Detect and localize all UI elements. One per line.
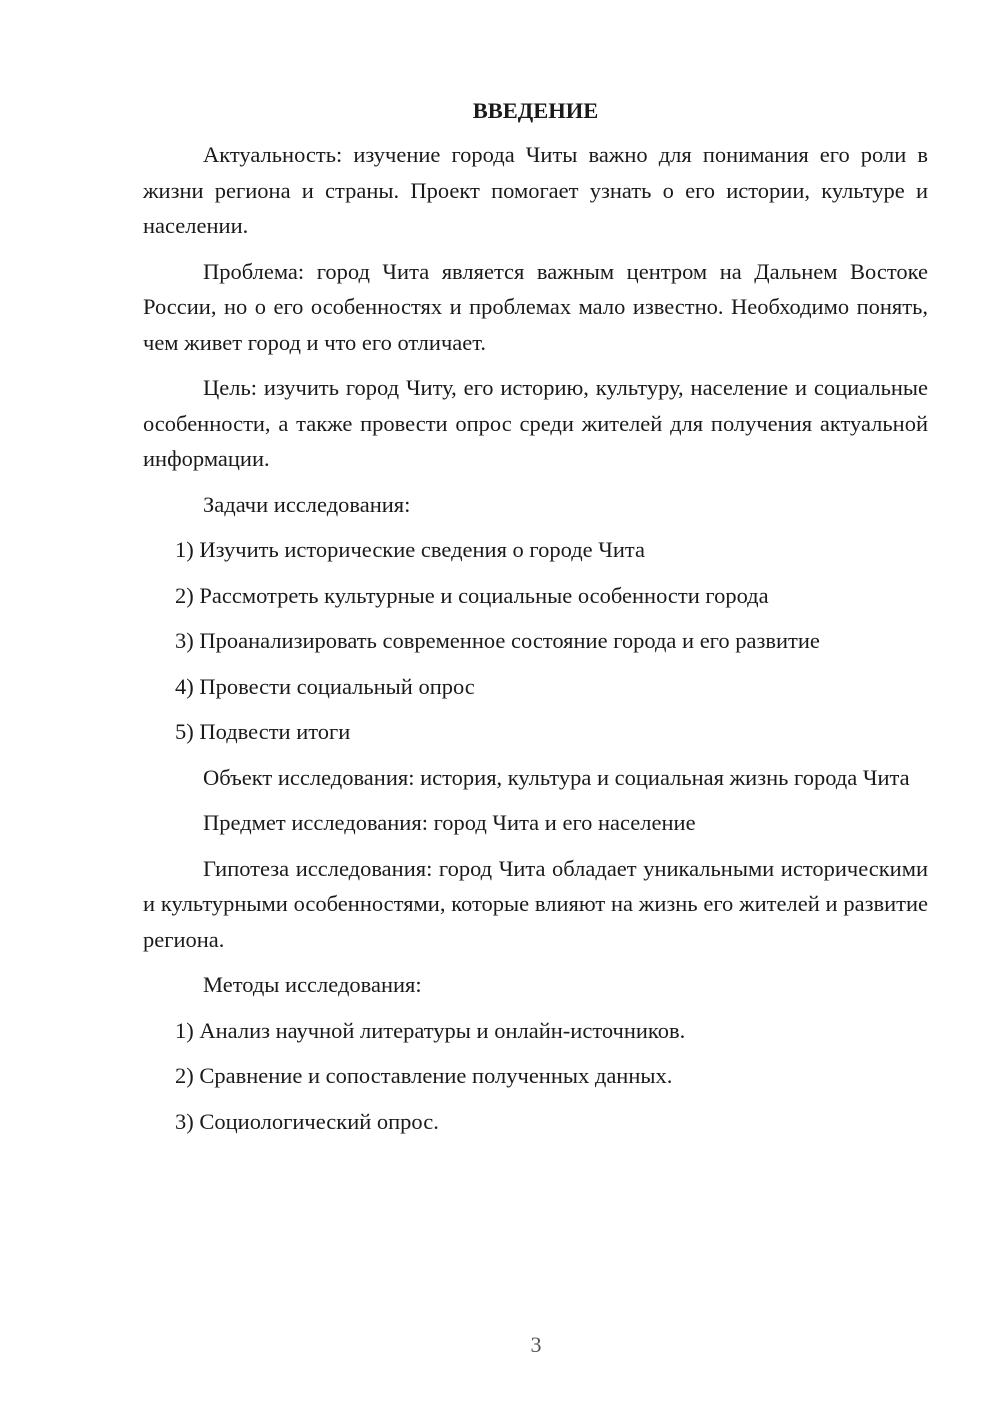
list-item: 1) Анализ научной литературы и онлайн-источников.: [175, 1017, 686, 1043]
relevance-paragraph: Актуальность: изучение города Читы важно для понимания его роли в жизни региона и страны. Проект помогает узнать о его истории, культуре и населении.: [143, 142, 928, 238]
list-item: 4) Провести социальный опрос: [175, 673, 475, 699]
section-title: ВВЕДЕНИЕ: [472, 98, 599, 123]
list-item: 5) Подвести итоги: [175, 719, 351, 744]
list-item: 1) Изучить исторические сведения о городе Чита: [175, 537, 646, 562]
list-item: 2) Рассмотреть культурные и социальные особенности города: [175, 582, 769, 608]
tasks-heading: Задачи исследования:: [203, 491, 411, 517]
list-item: 3) Социологический опрос.: [175, 1108, 439, 1134]
page-number: 3: [530, 1332, 542, 1357]
tasks-list: [143, 532, 928, 750]
list-item: 2) Сравнение и сопоставление полученных данных.: [175, 1063, 673, 1088]
hypothesis-paragraph: Гипотеза исследования: город Чита обладает уникальными историческими и культурными особенностями, которые влияют на жизнь его жителей и развитие региона.: [143, 855, 928, 952]
goal-paragraph: Цель: изучить город Читу, его историю, культуру, население и социальные особенности, а также провести опрос среди жителей для получения актуальной информации.: [143, 375, 928, 471]
methods-heading: Методы исследования:: [203, 972, 422, 997]
document-body: [143, 95, 928, 1149]
problem-paragraph: Проблема: город Чита является важным центром на Дальнем Востоке России, но о его особенностях и проблемах мало известно. Необходимо понять, чем живет город и что его отличает.: [143, 258, 928, 355]
subject-paragraph: Предмет исследования: город Чита и его население: [203, 810, 696, 835]
list-item: 3) Проанализировать современное состояние города и его развитие: [175, 628, 820, 653]
object-paragraph: Объект исследования: история, культура и социальная жизнь города Чита: [203, 764, 910, 790]
methods-list: [143, 1013, 928, 1140]
